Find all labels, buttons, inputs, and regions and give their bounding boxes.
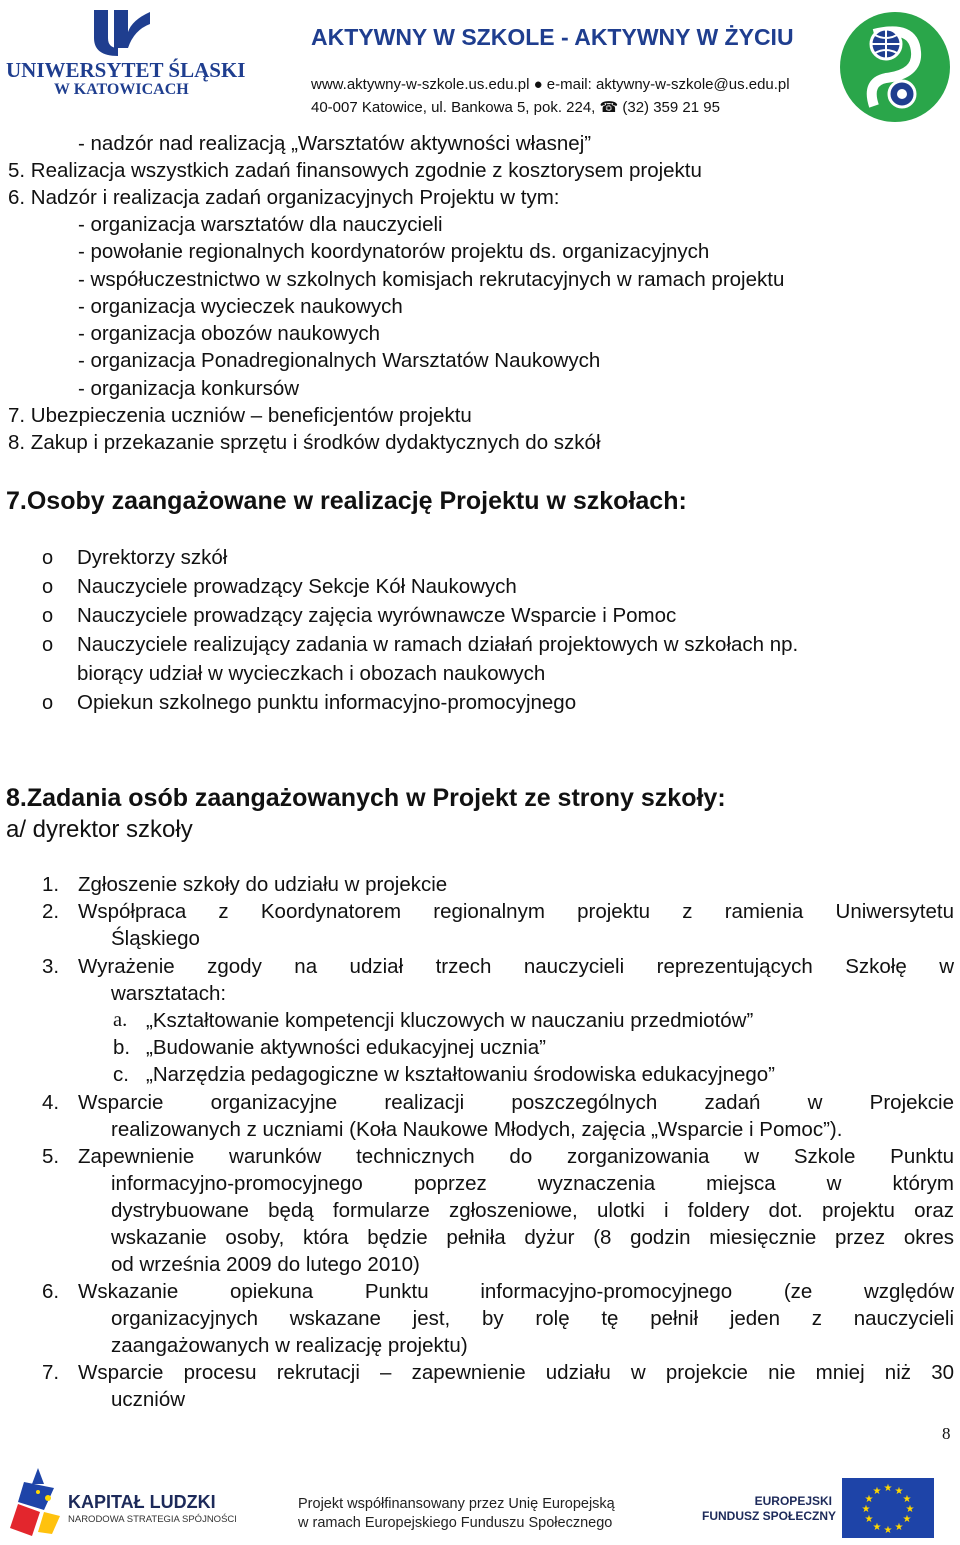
list-item-continuation: uczniów (111, 1388, 186, 1411)
list-item: Opiekun szkolnego punktu informacyjno-promocyjnego (77, 691, 577, 714)
contact-web-email: www.aktywny-w-szkole.us.edu.pl ● e-mail: aktywny-w-szkole@us.edu.pl (311, 76, 790, 93)
list-item: - organizacja wycieczek naukowych (78, 295, 403, 318)
svg-text:★: ★ (902, 1494, 912, 1505)
section-8-subheading: a/ dyrektor szkoły (6, 816, 193, 843)
efs-label-line1: EUROPEJSKI (754, 1494, 832, 1508)
sub-item-letter: a. (113, 1009, 128, 1031)
list-item-continuation: biorący udział w wycieczkach i obozach naukowych (77, 662, 546, 685)
list-item: Zapewnienie warunków technicznych do zorganizowania w Szkole Punktu (78, 1145, 954, 1168)
list-item: Dyrektorzy szkół (77, 546, 228, 569)
list-item: - organizacja konkursów (78, 377, 300, 400)
list-item: Wyrażenie zgody na udział trzech nauczycieli reprezentujących Szkołę w (78, 955, 954, 978)
project-title: AKTYWNY W SZKOLE - AKTYWNY W ŻYCIU (311, 24, 794, 50)
item-number: 6. (42, 1280, 60, 1303)
list-item: Wsparcie organizacyjne realizacji poszczególnych zadań w Projekcie (78, 1091, 954, 1114)
university-city: W KATOWICACH (54, 81, 189, 98)
item-number: 4. (42, 1091, 60, 1114)
svg-text:★: ★ (861, 1504, 871, 1515)
bullet-marker: o (42, 634, 54, 656)
list-item: - współuczestnictwo w szkolnych komisjach rekrutacyjnych w ramach projektu (78, 268, 785, 291)
list-item-continuation: wskazanie osoby, która będzie pełniła dyżur (8 godzin miesięcznie przez okres (111, 1226, 954, 1249)
item-number: 5. (42, 1145, 60, 1168)
list-item-continuation: organizacyjnych wskazane jest, by rolę tę pełnił jeden z nauczycieli (111, 1307, 954, 1330)
list-item: Wskazanie opiekuna Punktu informacyjno-promocyjnego (ze względów (78, 1280, 954, 1303)
sub-item-letter: c. (113, 1063, 129, 1086)
cofinancing-note-line2: w ramach Europejskiego Funduszu Społecznego (298, 1515, 613, 1531)
item-number: 2. (42, 900, 60, 923)
list-item: - nadzór nad realizacją „Warsztatów aktywności własnej” (78, 132, 592, 155)
list-item-continuation: dystrybuowane będą formularze zgłoszeniowe, ulotki i foldery dot. projektu oraz (111, 1199, 954, 1222)
kapital-ludzki-subtitle: NARODOWA STRATEGIA SPÓJNOŚCI (68, 1514, 237, 1525)
list-item: - powołanie regionalnych koordynatorów projektu ds. organizacyjnych (78, 240, 710, 263)
list-item: - organizacja Ponadregionalnych Warsztatów Naukowych (78, 349, 601, 372)
eu-flag-icon (842, 1478, 934, 1538)
bullet-marker: o (42, 692, 54, 714)
item-number: 1. (42, 873, 60, 896)
list-item-continuation: realizowanych z uczniami (Koła Naukowe Młodych, zajęcia „Wsparcie i Pomoc”). (111, 1118, 843, 1141)
list-item: Nauczyciele realizujący zadania w ramach działań projektowych w szkołach np. (77, 633, 799, 656)
list-item-continuation: zaangażowanych w realizację projektu) (111, 1334, 468, 1357)
university-name: UNIWERSYTET ŚLĄSKI (6, 58, 246, 82)
bullet-marker: o (42, 605, 54, 627)
list-item: Nauczyciele prowadzący Sekcje Kół Naukowych (77, 575, 517, 598)
list-item-continuation: informacyjno-promocyjnego poprzez wyznaczenia miejsca w którym (111, 1172, 954, 1195)
list-item: Współpraca z Koordynatorem regionalnym projektu z ramienia Uniwersytetu (78, 900, 954, 923)
bullet-marker: o (42, 547, 54, 569)
kapital-ludzki-title: KAPITAŁ LUDZKI (68, 1492, 216, 1512)
svg-text:★: ★ (872, 1522, 882, 1533)
list-item: Zgłoszenie szkoły do udziału w projekcie (78, 873, 448, 896)
svg-text:★: ★ (864, 1514, 874, 1525)
list-item: 8. Zakup i przekazanie sprzętu i środków dydaktycznych do szkół (8, 431, 601, 454)
svg-text:★: ★ (883, 1483, 893, 1494)
efs-label-line2: FUNDUSZ SPOŁECZNY (702, 1509, 837, 1523)
svg-text:★: ★ (894, 1486, 904, 1497)
list-item: 6. Nadzór i realizacja zadań organizacyjnych Projektu w tym: (8, 186, 560, 209)
cofinancing-note-line1: Projekt współfinansowany przez Unię Europejską (298, 1496, 615, 1512)
list-item: - organizacja obozów naukowych (78, 322, 380, 345)
sub-item: „Budowanie aktywności edukacyjnej ucznia” (146, 1036, 546, 1059)
item-number: 3. (42, 955, 60, 978)
bullet-marker: o (42, 576, 54, 598)
list-item: Nauczyciele prowadzący zajęcia wyrównawcze Wsparcie i Pomoc (77, 604, 677, 627)
svg-text:★: ★ (872, 1486, 882, 1497)
project-logo-icon (834, 8, 956, 126)
svg-text:★: ★ (902, 1514, 912, 1525)
list-item: Wsparcie procesu rekrutacji – zapewnienie udziału w projekcie nie mniej niż 30 (78, 1361, 954, 1384)
kapital-ludzki-logo-icon (4, 1466, 62, 1538)
list-item-continuation: Śląskiego (111, 927, 200, 950)
list-item-continuation: warsztatach: (111, 982, 227, 1005)
contact-address: 40-007 Katowice, ul. Bankowa 5, pok. 224, ☎ (32) 359 21 95 (311, 99, 720, 116)
svg-text:★: ★ (883, 1525, 893, 1536)
svg-text:★: ★ (905, 1504, 915, 1515)
section-8-heading: 8.Zadania osób zaangażowanych w Projekt ze strony szkoły: (6, 784, 726, 812)
svg-text:★: ★ (864, 1494, 874, 1505)
sub-item-letter: b. (113, 1036, 131, 1059)
list-item-continuation: od września 2009 do lutego 2010) (111, 1253, 420, 1276)
page-number: 8 (942, 1424, 951, 1443)
section-7-heading: 7.Osoby zaangażowane w realizację Projektu w szkołach: (6, 487, 687, 515)
list-item: 5. Realizacja wszystkich zadań finansowych zgodnie z kosztorysem projektu (8, 159, 702, 182)
svg-text:★: ★ (894, 1522, 904, 1533)
list-item: 7. Ubezpieczenia uczniów – beneficjentów projektu (8, 404, 472, 427)
sub-item: „Kształtowanie kompetencji kluczowych w nauczaniu przedmiotów” (146, 1009, 754, 1032)
sub-item: „Narzędzia pedagogiczne w kształtowaniu środowiska edukacyjnego” (146, 1063, 776, 1086)
item-number: 7. (42, 1361, 60, 1384)
list-item: - organizacja warsztatów dla nauczycieli (78, 213, 443, 236)
university-logo-icon (92, 2, 152, 60)
